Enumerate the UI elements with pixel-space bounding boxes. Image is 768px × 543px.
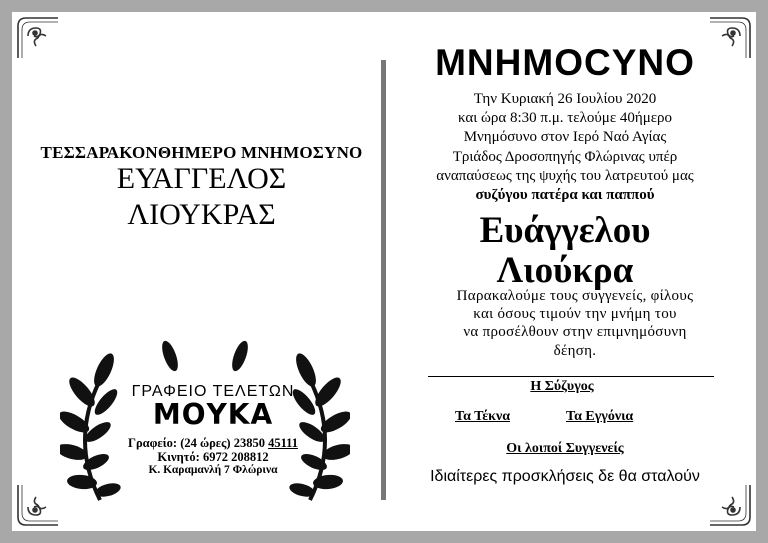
- request-line: και όσους τιμούν την μνήμη του: [473, 306, 677, 322]
- announcement-title: ΜΝΗΜΟCYNO: [435, 42, 695, 83]
- announcement-line: Μνημόσυνο στον Ιερό Ναό Αγίας: [463, 129, 667, 145]
- funeral-home-name: ΜΟΥΚΑ: [152, 398, 274, 431]
- funeral-home-address: Κ. Καραμανλή 7 Φλώρινα: [148, 464, 278, 476]
- corner-ornament-icon: [16, 483, 60, 527]
- corner-ornament-icon: [708, 483, 752, 527]
- corner-ornament-icon: [16, 16, 60, 60]
- announcement-line: αναπαύσεως της ψυχής του λατρευτού μας: [436, 168, 694, 184]
- signatory-wife: Η Σύζυγος: [530, 379, 594, 394]
- invitation-note: Ιδιαίτερες προσκλήσεις δε θα σταλούν: [430, 468, 700, 485]
- office-label: Γραφείο: (24 ώρες) 23850: [128, 436, 265, 450]
- deceased-name-last: Λιούκρα: [496, 250, 634, 291]
- deceased-name-first: Ευάγγελου: [479, 210, 651, 251]
- signatory-relatives: Οι λοιποί Συγγενείς: [506, 441, 624, 456]
- funeral-home-title: ΓΡΑΦΕΙΟ ΤΕΛΕΤΩΝ: [131, 383, 295, 400]
- signatory-grandchildren: Τα Εγγόνια: [566, 409, 634, 424]
- deceased-last-name: ΛΙΟΥΚΡΑΣ: [127, 198, 276, 231]
- funeral-home-mobile: Κινητό: 6972 208812: [157, 450, 269, 464]
- announcement-line: Την Κυριακή 26 Ιουλίου 2020: [473, 91, 657, 107]
- announcement-line: Τριάδος Δροσοπηγής Φλώρινας υπέρ: [452, 149, 678, 165]
- memorial-heading: ΤΕΣΣΑΡΑΚΟΝΘΗΜΕΡΟ ΜΝΗΜΟΣΥΝΟ: [40, 143, 363, 162]
- deceased-first-name: ΕΥΑΓΓΕΛΟΣ: [116, 162, 287, 195]
- announcement-line: και ώρα 8:30 π.μ. τελούμε 40ήμερο: [457, 110, 673, 126]
- request-line: Παρακαλούμε τους συγγενείς, φίλους: [456, 288, 694, 304]
- announcement-line: συζύγου πατέρα και παππού: [475, 187, 655, 203]
- signature-rule: [428, 376, 714, 377]
- funeral-home-office-phone: [100, 436, 326, 451]
- request-line: να προσέλθουν στην επιμνημόσυνη: [463, 324, 687, 340]
- signatory-children: Τα Τέκνα: [455, 409, 511, 424]
- request-line: δέηση.: [553, 343, 597, 359]
- office-number: 45111: [268, 436, 298, 450]
